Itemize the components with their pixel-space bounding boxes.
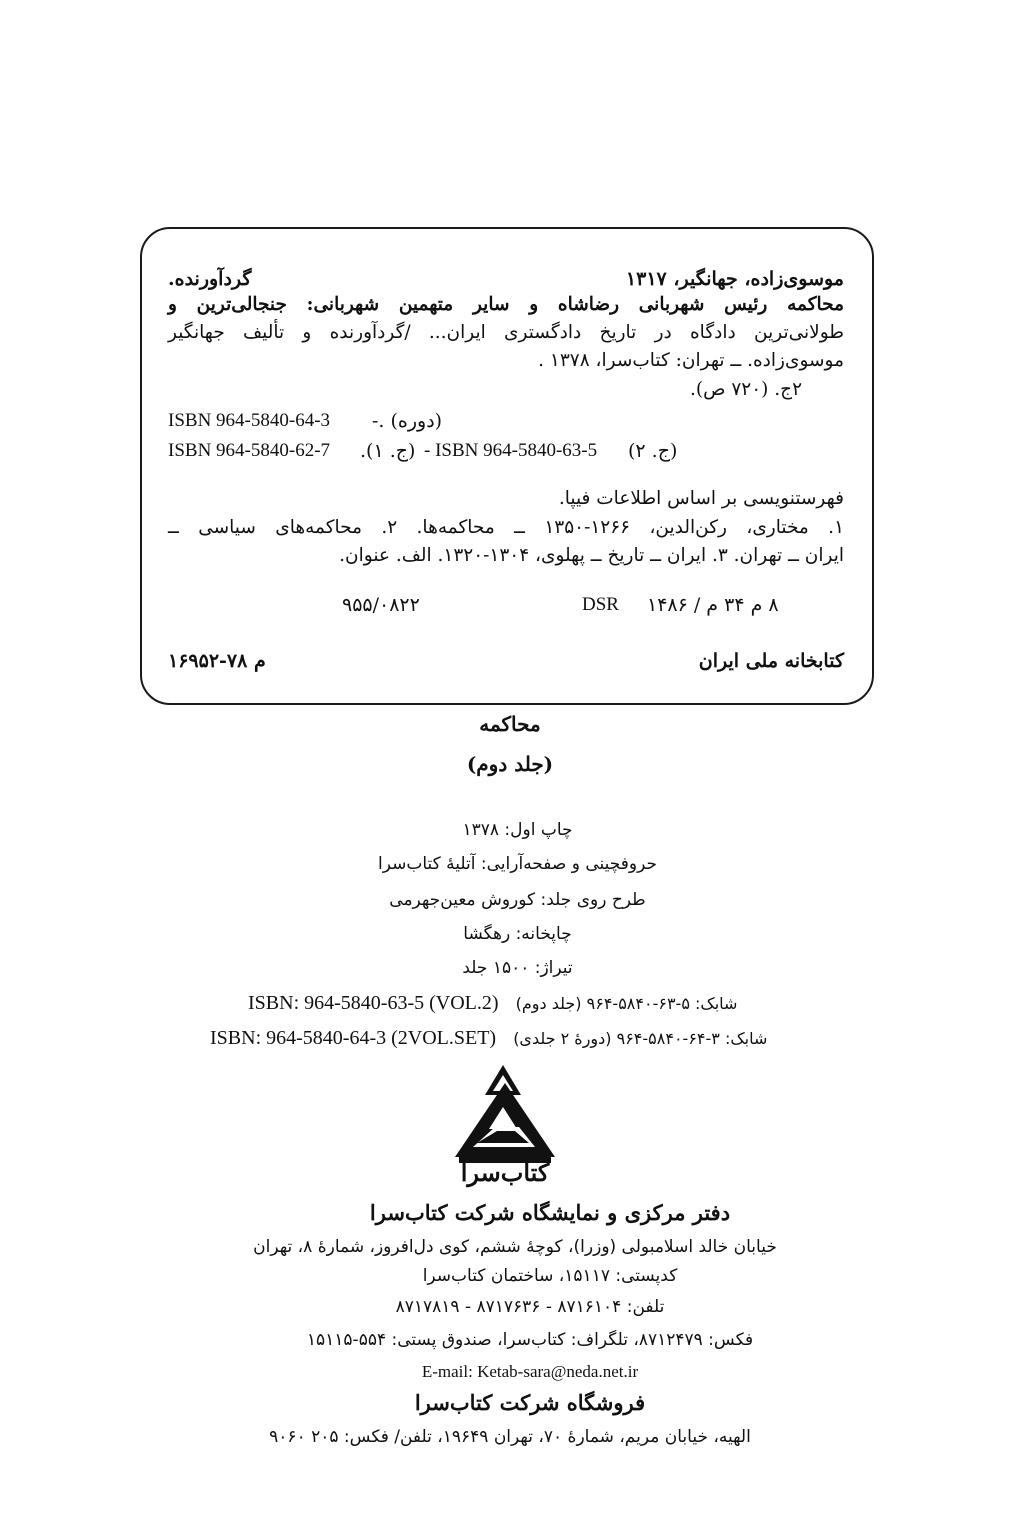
phone-numbers: تلفن: ۸۷۱۶۱۰۴ - ۸۷۱۷۶۳۶ - ۸۷۱۷۸۱۹	[395, 1297, 665, 1317]
cover-design: طرح روی جلد: کوروش معین‌جهرمی	[389, 890, 646, 910]
catalog-classification-persian: ۸ م ۳۴ م / ۱۴۸۶	[647, 594, 779, 616]
postal-code: کدپستی: ۱۵۱۱۷، ساختمان کتاب‌سرا	[422, 1266, 678, 1286]
store-heading: فروشگاه شرکت کتاب‌سرا	[414, 1390, 646, 1415]
catalog-card	[140, 227, 874, 705]
printer: چاپخانه: رهگشا	[463, 924, 572, 944]
catalog-dewey: ۹۵۵/۰۸۲۲	[342, 594, 420, 616]
shabak-set-persian: شابک: ۳-۶۴-۵۸۴۰-۹۶۴ (دورهٔ ۲ جلدی)	[513, 1029, 768, 1048]
catalog-subjects-line-1: ۱. مختاری، رکن‌الدین، ۱۲۶۶-۱۳۵۰ ــ محاکمه‌ها. ۲. محاکمه‌های سیاسی ــ	[168, 517, 844, 538]
catalog-title-line-3: موسوی‌زاده. ــ تهران: کتاب‌سرا، ۱۳۷۸ .	[538, 350, 844, 371]
shabak-vol2-latin: ISBN: 964-5840-63-5 (VOL.2)	[248, 992, 499, 1014]
catalog-library-name: کتابخانه ملی ایران	[698, 650, 844, 672]
book-title: محاکمه	[479, 712, 541, 736]
catalog-isbn-set-note: (دوره) .-	[372, 410, 443, 432]
shabak-set-latin: ISBN: 964-5840-64-3 (2VOL.SET)	[210, 1027, 497, 1049]
edition: چاپ اول: ۱۳۷۸	[462, 820, 573, 840]
catalog-title-line-2: طولانی‌ترین دادگاه در تاریخ دادگستری ایران... /گردآورنده و تألیف جهانگیر	[168, 322, 844, 343]
catalog-fipa-note: فهرستنویسی بر اساس اطلاعات فیپا.	[558, 488, 844, 509]
store-address: الهیه، خیابان مریم، شمارهٔ ۷۰، تهران ۱۹۶۴۹، تلفن/ فکس: ۲۰۵ ۹۰۶۰	[269, 1427, 751, 1447]
catalog-isbn-vol1-note: (ج. ۱).	[360, 440, 416, 462]
catalog-extent: ۲ج. (۷۲۰ ص).	[689, 379, 802, 400]
fax-telegraph: فکس: ۸۷۱۲۴۷۹، تلگراف: کتاب‌سرا، صندوق پستی: ۵۵۴-۱۵۱۱۵	[306, 1330, 754, 1350]
office-address: خیابان خالد اسلامبولی (وزرا)، کوچهٔ ششم، کوی دل‌افروز، شمارهٔ ۸، تهران	[253, 1237, 777, 1257]
catalog-author-role: گردآورنده.	[168, 268, 252, 290]
email: E-mail: Ketab-sara@neda.net.ir	[421, 1362, 639, 1381]
catalog-classification-dsr: DSR	[582, 594, 619, 615]
volume-label: (جلد دوم)	[466, 752, 554, 776]
catalog-subjects-line-2: ایران ــ تهران. ۳. ایران ــ تاریخ ــ پهلوی، ۱۳۰۴-۱۳۲۰. الف. عنوان.	[339, 545, 844, 566]
shabak-vol2-persian: شابک: ۵-۶۳-۵۸۴۰-۹۶۴ (جلد دوم)	[515, 994, 738, 1013]
shabak-set-row	[210, 1027, 767, 1050]
catalog-isbn-vol2-note: (ج. ۲)	[628, 440, 678, 462]
catalog-isbn-vol2: - ISBN 964-5840-63-5	[424, 440, 598, 461]
catalog-title-line-1: محاکمه رئیس شهربانی رضاشاه و سایر متهمین شهربانی: جنجالی‌ترین و	[168, 294, 844, 315]
catalog-isbn-vol1: ISBN 964-5840-62-7	[168, 440, 331, 461]
catalog-author-line: موسوی‌زاده، جهانگیر، ۱۳۱۷	[625, 268, 844, 290]
office-heading: دفتر مرکزی و نمایشگاه شرکت کتاب‌سرا	[369, 1200, 731, 1225]
print-run: تیراژ: ۱۵۰۰ جلد	[462, 958, 573, 978]
shabak-vol2-row	[248, 992, 737, 1015]
publisher-logo-text: کتاب‌سرا	[460, 1158, 550, 1187]
typesetting: حروفچینی و صفحه‌آرایی: آتلیهٔ کتاب‌سرا	[378, 854, 657, 874]
catalog-isbn-set: ISBN 964-5840-64-3	[168, 410, 331, 431]
publisher-logo	[445, 1065, 565, 1190]
catalog-record-number: م ۷۸-۱۶۹۵۲	[168, 650, 266, 672]
